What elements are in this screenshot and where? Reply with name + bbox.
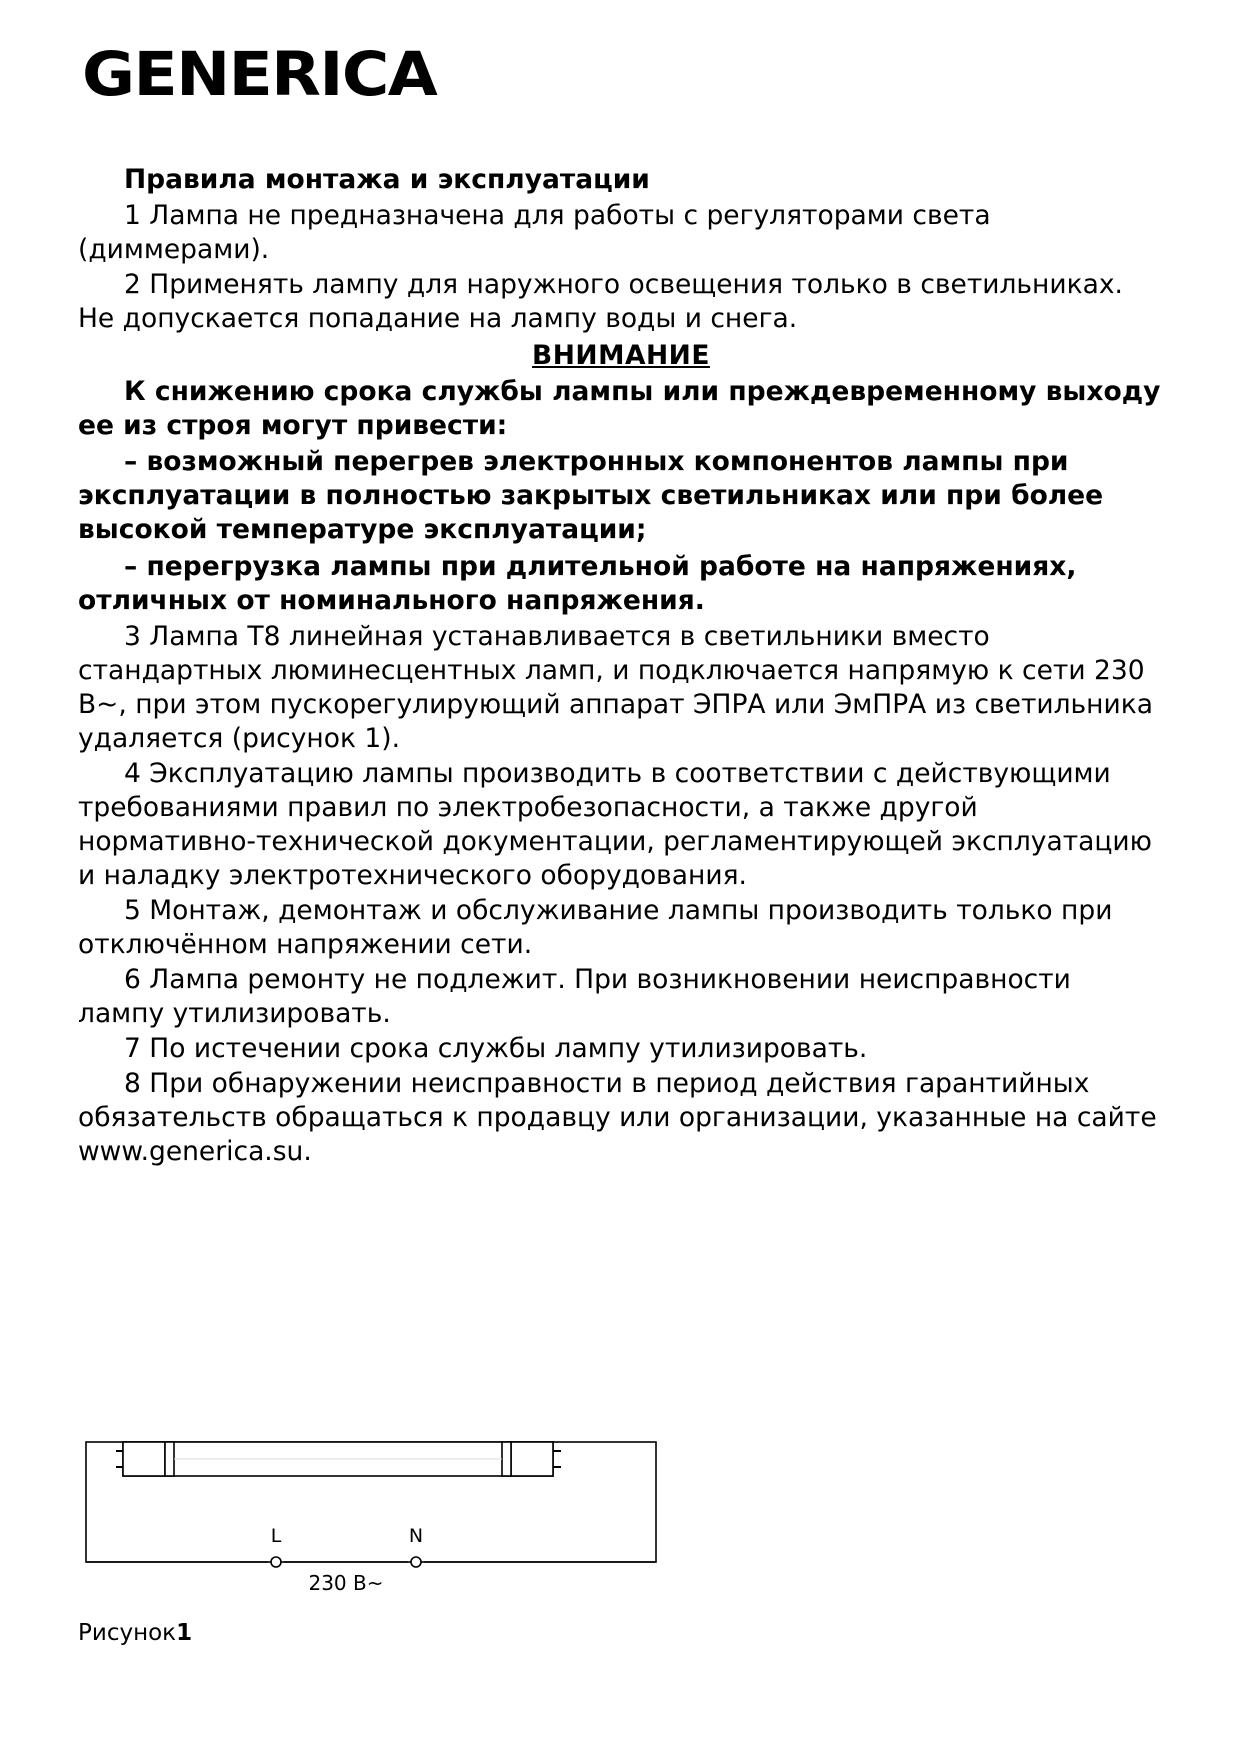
list-item: 3 Лампа Т8 линейная устанавливается в светильники вместо стандартных люминесцентных ламп, и подключается напрямую к сети 230 В~, при этом пускорегулирующий аппарат ЭПРА или ЭмПРА из светильника удаляется (рисунок 1). — [78, 620, 1153, 754]
list-item: 6 Лампа ремонту не подлежит. При возникновении неисправности лампу утилизировать. — [78, 964, 1071, 1030]
list-item: 1 Лампа не предназначена для работы с регуляторами света (диммерами). — [78, 200, 991, 266]
attention-bullet: – перегрузка лампы при длительной работе на напряжениях, отличных от номинального напряжения. — [78, 550, 1077, 616]
label-l: L — [270, 1525, 282, 1547]
figure-caption-text: Рисунок — [78, 1620, 177, 1646]
wiring-diagram-svg — [78, 1430, 738, 1610]
brand-logo: GENERICA — [82, 39, 437, 110]
label-voltage: 230 В~ — [308, 1571, 384, 1595]
figure-caption — [78, 1620, 192, 1646]
attention-title: ВНИМАНИЕ — [532, 340, 710, 372]
list-item: 7 По истечении срока службы лампу утилизировать. — [124, 1033, 868, 1065]
attention-bullet: – возможный перегрев электронных компонентов лампы при эксплуатации в полностью закрытых светильниках или при более высокой температуре эксплуатации; — [78, 446, 1104, 546]
section-title: Правила монтажа и эксплуатации — [124, 164, 650, 195]
wiring-diagram-figure — [78, 1430, 738, 1610]
figure-caption-number: 1 — [176, 1620, 193, 1646]
list-item: 2 Применять лампу для наружного освещения только в светильниках. Не допускается попадание на лампу воды и снега. — [78, 269, 1123, 335]
list-item: 4 Эксплуатацию лампы производить в соответствии с действующими требованиями правил по электробезопасности, а также другой нормативно-технической документации, регламентирующей эксплуатацию и наладку электротехнического оборудования. — [78, 757, 1152, 891]
attention-lead: К снижению срока службы лампы или преждевременному выходу ее из строя могут привести: — [78, 376, 1161, 442]
label-n: N — [408, 1525, 424, 1547]
document-body — [78, 163, 1164, 1170]
list-item: 8 При обнаружении неисправности в период действия гарантийных обязательств обращаться к продавцу или организации, указанные на сайте www.generica.su. — [78, 1068, 1157, 1168]
list-item: 5 Монтаж, демонтаж и обслуживание лампы производить только при отключённом напряжении сети. — [78, 894, 1113, 961]
